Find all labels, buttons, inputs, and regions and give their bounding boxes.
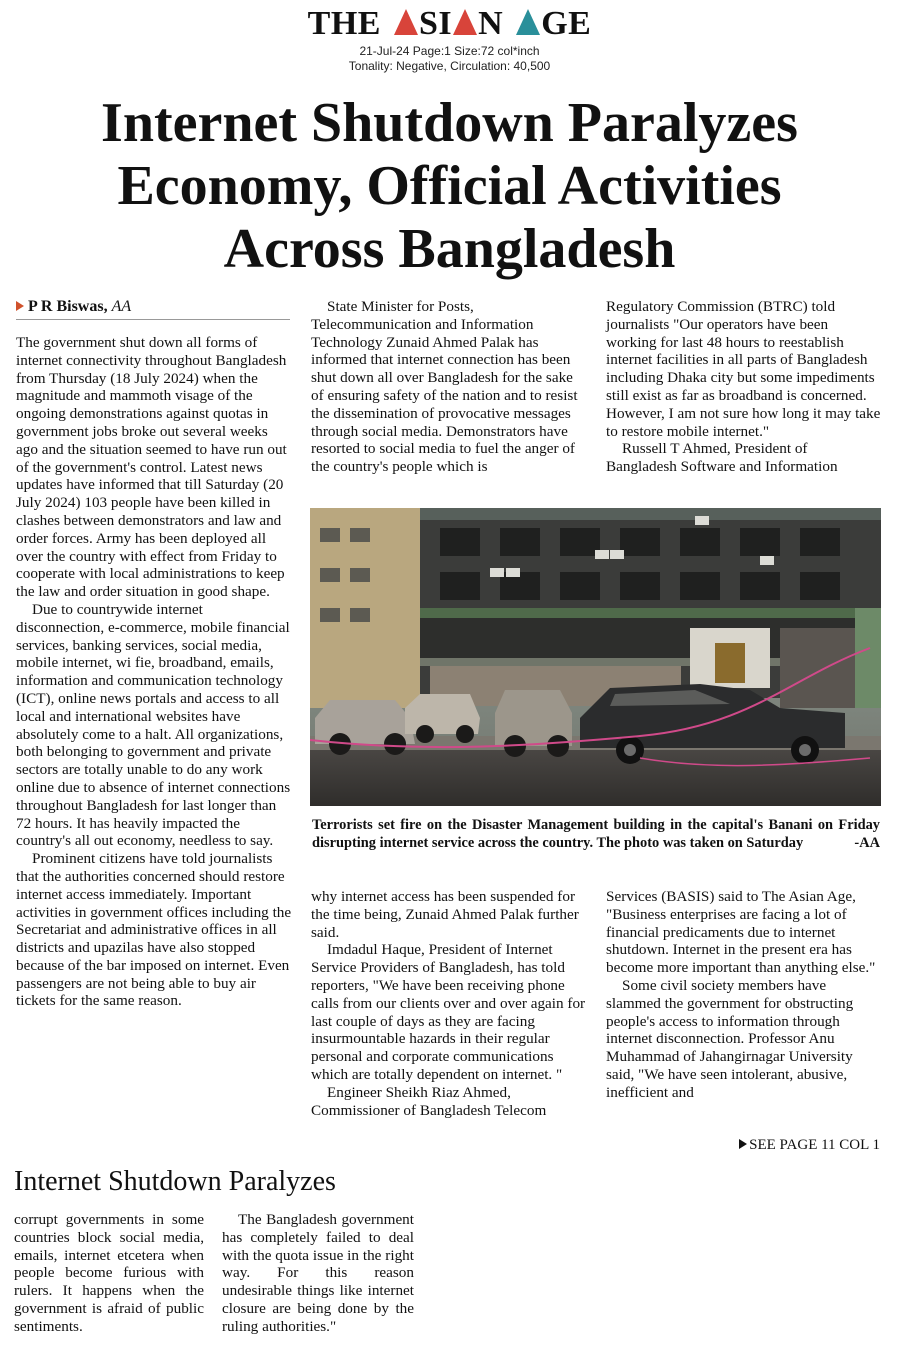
article-paragraph: Prominent citizens have told journalists that the authorities concerned should restore internet access immediately. Important activities in government offices including the Secretariat and administrative offices in all districts and upazilas have also stopped because of the bar imposed on internet. Even passengers are not being able to buy air tickets for the same reason. (16, 850, 292, 1010)
article-paragraph: Due to countrywide internet disconnection, e-commerce, mobile financial services, banking services, social media, mobile internet, wi fie, broadband, emails, information and communication technology (ICT), online news portals and access to all local and international websites have absolutely come to a halt. All organizations, both belonging to government and private sectors are totally unable to do any work online due to absence of internet connections throughout Bangladesh for last longer than 72 hours. It has heavily impacted the country's all out economy, needless to say. (16, 600, 291, 850)
headline-line-2: Economy, Official Activities (117, 155, 782, 217)
byline-arrow-icon (16, 301, 24, 311)
article-column-1 (16, 334, 292, 1010)
clipping-tonality: Tonality: Negative, Circulation: 40,500 (348, 59, 551, 73)
continued-reference (730, 1137, 880, 1154)
article-paragraph: Russell T Ahmed, President of Bangladesh Software and Information (606, 440, 838, 476)
jump-headline: Internet Shutdown Paralyzes (14, 1166, 336, 1197)
article-paragraph: Engineer Sheikh Riaz Ahmed, Commissioner of Bangladesh Telecom (311, 1083, 547, 1119)
article-column-2-top (311, 298, 587, 476)
logo-triangle-a-icon (394, 9, 418, 35)
logo-triangle-a2-icon (453, 9, 477, 35)
continue-arrow-icon (739, 1139, 747, 1149)
jump-column-2: The Bangladesh government has completely failed to deal with the quota issue in the right way. For this reason undesirable things like internet closure are being done by the ruling authorities." (222, 1211, 414, 1335)
article-column-2-bottom (311, 888, 589, 1119)
article-paragraph: why internet access has been suspended for the time being, Zunaid Ahmed Palak further said. (311, 888, 579, 941)
logo-word-the: THE (307, 5, 381, 42)
logo-word-n: N (478, 5, 504, 42)
logo-word-si: SI (418, 5, 453, 42)
news-photo (310, 508, 881, 806)
byline-agency: AA (111, 298, 132, 315)
article-paragraph: The government shut down all forms of internet connectivity throughout Bangladesh from Thursday (18 July 2024) when the magnitude and mammoth visage of the ongoing demonstrations against quotas in government jobs broke out several weeks ago and the situation seemed to have run out of the government's control. Latest news updates have informed that till Saturday (20 July 2024) 103 people have been killed in clashes between demonstrators and law and order forces. Army has been deployed all over the country with effect from Friday to cooperate with local administrations to keep the law and order situation in good shape. (16, 334, 287, 601)
logo-triangle-a3-icon (516, 9, 540, 35)
byline (16, 298, 290, 320)
headline (20, 92, 879, 281)
article-paragraph: Imdadul Haque, President of Internet Service Providers of Bangladesh, has told reporters, "We have been receiving phone calls from our clients over and over again for last couple of days as they are facing insurmountable hazards in their regular personal and corporate communications which are totally dependent on internet. " (311, 941, 586, 1083)
article-paragraph: State Minister for Posts, Telecommunication and Information Technology Zunaid Ahmed Palak has informed that internet connection has been shut down all over Bangladesh for the sake of ensuring safety of the nation and to resist the dissemination of provocative messages through social media. Demonstrators have resorted to social media to fuel the anger of the country's people which is (311, 298, 578, 476)
photo-caption (312, 816, 880, 852)
headline-line-3: Across Bangladesh (223, 218, 676, 280)
byline-name: P R Biswas, (28, 298, 108, 315)
article-paragraph: Regulatory Commission (BTRC) told journalists "Our operators have been working for last 48 hours to reestablish internet facilities in all parts of Bangladesh including Dhaka city but some impediments still exist as far as broadband is concerned. However, I am not sure how long it may take to restore mobile internet." (606, 298, 881, 440)
newspaper-logo (308, 4, 592, 44)
caption-text: Terrorists set fire on the Disaster Management building in the capital's Banani on Friday disrupting internet service across the country. The photo was taken on Saturday (312, 817, 880, 851)
headline-line-1: Internet Shutdown Paralyzes (101, 92, 798, 154)
caption-credit: -AA (854, 835, 880, 851)
burned-building-photo (310, 508, 881, 806)
article-paragraph: Some civil society members have slammed the government for obstructing people's access to information through internet disconnection. Professor Anu Muhammad of Jahangirnagar University said, "We have seen intolerant, abusive, inefficient and (606, 976, 854, 1101)
jump-column-1: corrupt governments in some countries block social media, emails, internet etcetera when people become furious with rulers. It happens when the government is afraid of public sentiments. (14, 1211, 204, 1335)
article-column-3-bottom (606, 888, 882, 1102)
see-page-text: SEE PAGE 11 COL 1 (749, 1137, 880, 1153)
logo-word-ge: GE (541, 5, 592, 42)
clipping-meta: 21-Jul-24 Page:1 Size:72 col*inch (359, 44, 540, 58)
article-paragraph: Services (BASIS) said to The Asian Age, "Business enterprises are facing a lot of financial predicaments due to internet shutdown. Internet in the present era has become more important than anything else." (606, 888, 876, 977)
masthead (0, 4, 899, 74)
article-column-3-top (606, 298, 882, 476)
